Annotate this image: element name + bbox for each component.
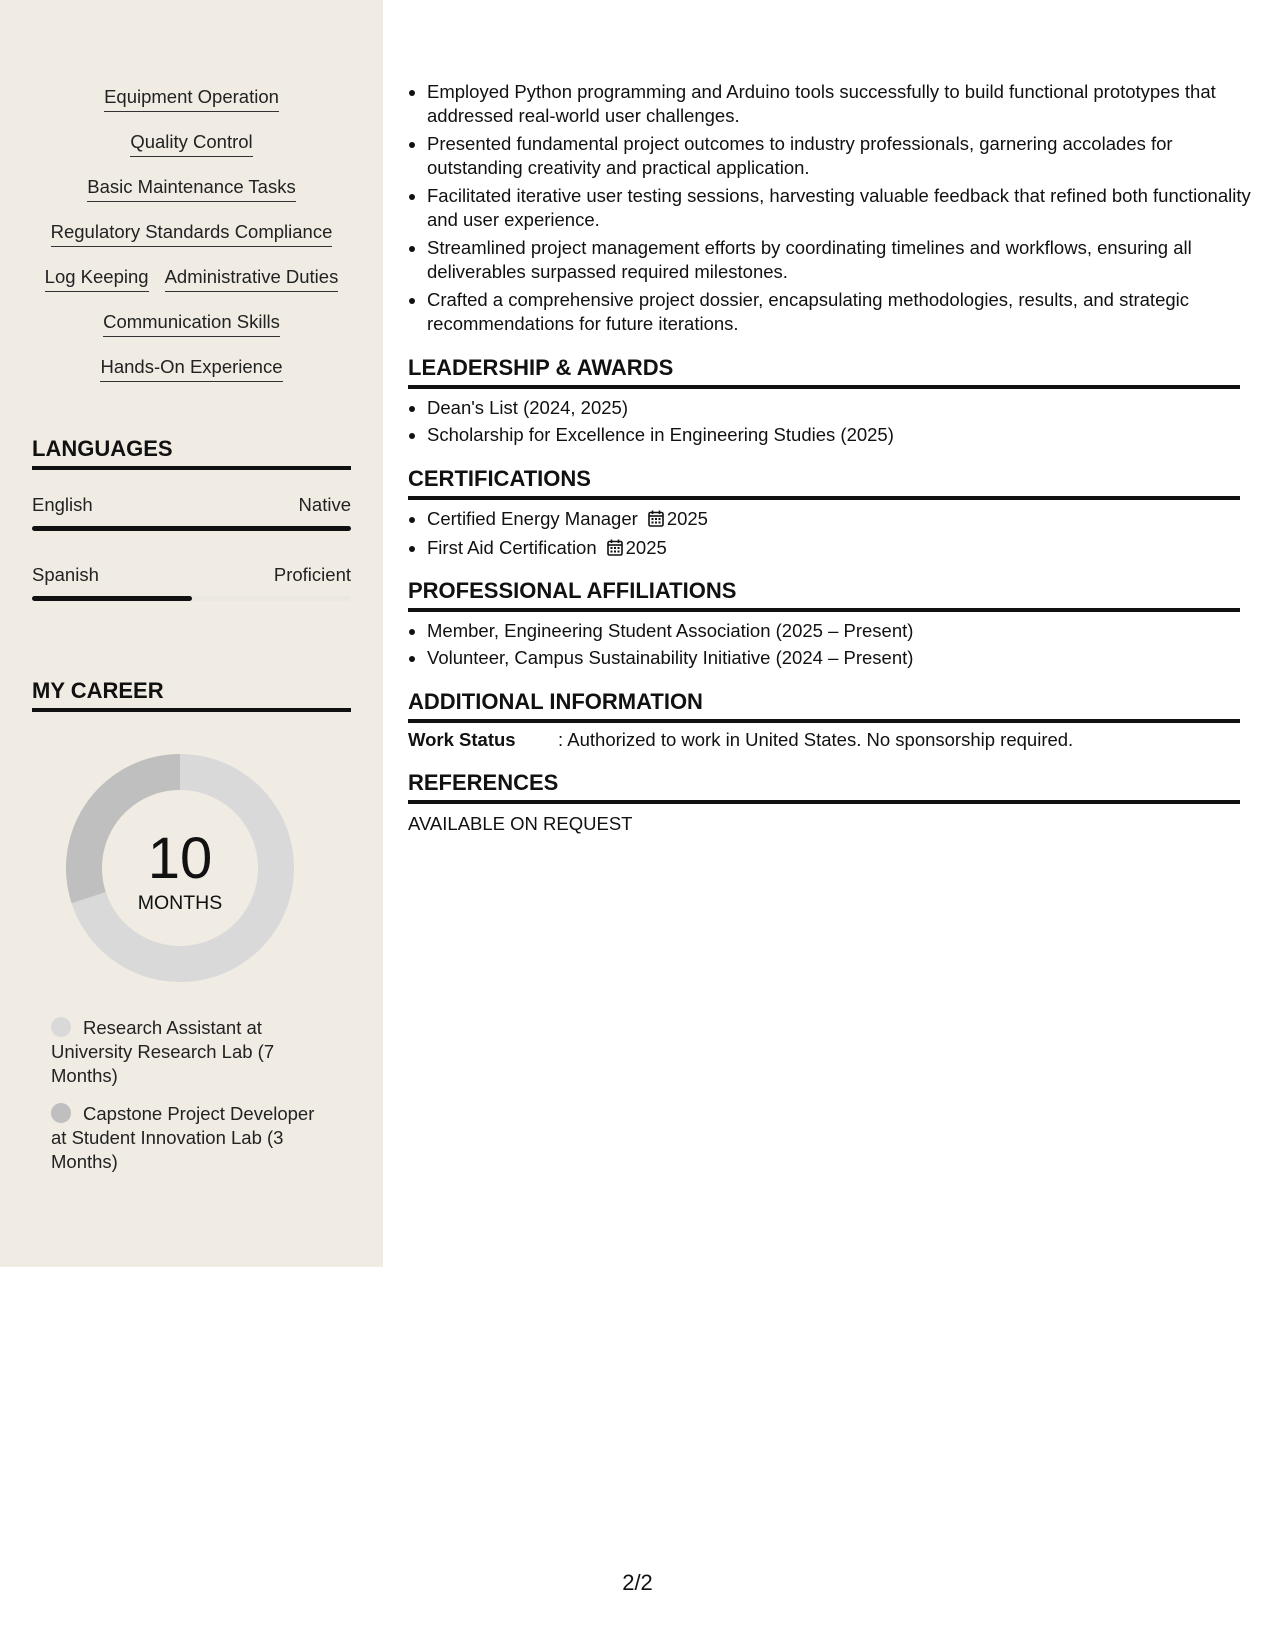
career-heading: MY CAREER bbox=[32, 678, 351, 712]
language-spanish bbox=[32, 564, 351, 601]
list-item: • Dean's List (2024, 2025) bbox=[427, 396, 1259, 420]
affiliations-list bbox=[408, 619, 1259, 670]
list-item bbox=[427, 536, 1259, 562]
languages-heading: LANGUAGES bbox=[32, 436, 351, 470]
career-legend-item bbox=[51, 1016, 331, 1088]
skill-tag: Administrative Duties bbox=[165, 266, 339, 292]
donut-center bbox=[66, 754, 294, 982]
list-item: • Crafted a comprehensive project dossier, encapsulating methodologies, results, and strategic recommendations for future iterations. bbox=[427, 288, 1259, 336]
skill-tag: Hands-On Experience bbox=[100, 356, 282, 382]
career-legend-item bbox=[51, 1102, 331, 1174]
skills-list bbox=[0, 86, 383, 401]
skill-tag: Log Keeping bbox=[45, 266, 149, 292]
work-status-row bbox=[408, 729, 1240, 751]
list-item: • Facilitated iterative user testing sessions, harvesting valuable feedback that refined both functionality and user experience. bbox=[427, 184, 1259, 232]
skill-tag: Communication Skills bbox=[103, 311, 280, 337]
leadership-heading: LEADERSHIP & AWARDS bbox=[408, 355, 1240, 389]
calendar-icon bbox=[648, 509, 664, 533]
affiliations-heading: PROFESSIONAL AFFILIATIONS bbox=[408, 578, 1240, 612]
leadership-list bbox=[408, 396, 1259, 447]
career-total-unit: MONTHS bbox=[137, 892, 223, 914]
sidebar bbox=[0, 0, 383, 1267]
work-status-value: : Authorized to work in United States. No sponsorship required. bbox=[558, 729, 1074, 750]
list-item: • Scholarship for Excellence in Engineering Studies (2025) bbox=[427, 423, 1259, 447]
language-proficiency-bar bbox=[32, 526, 351, 531]
language-proficiency-bar bbox=[32, 596, 351, 601]
list-item: • Volunteer, Campus Sustainability Initiative (2024 – Present) bbox=[427, 646, 1259, 670]
legend-dot-icon bbox=[51, 1017, 71, 1037]
list-item: • Streamlined project management efforts by coordinating timelines and workflows, ensuring all deliverables surpassed required milestones. bbox=[427, 236, 1259, 284]
references-text: AVAILABLE ON REQUEST bbox=[408, 813, 633, 834]
skill-tag: Basic Maintenance Tasks bbox=[87, 176, 295, 202]
certification-name: Certified Energy Manager bbox=[427, 508, 638, 529]
skill-tag: Regulatory Standards Compliance bbox=[51, 221, 333, 247]
legend-label: Capstone Project Developer at Student Innovation Lab (3 Months) bbox=[51, 1103, 315, 1172]
certification-name: First Aid Certification bbox=[427, 537, 597, 558]
skill-tag: Quality Control bbox=[130, 131, 252, 157]
language-name: Spanish bbox=[32, 564, 99, 585]
language-english bbox=[32, 494, 351, 531]
legend-label: Research Assistant at University Research Lab (7 Months) bbox=[51, 1017, 275, 1086]
certification-year: 2025 bbox=[625, 537, 667, 558]
list-item: • Member, Engineering Student Association (2025 – Present) bbox=[427, 619, 1259, 643]
page-number: 2/2 bbox=[622, 1570, 653, 1595]
skill-tag: Equipment Operation bbox=[104, 86, 279, 112]
list-item: • Presented fundamental project outcomes to industry professionals, garnering accolades for outstanding creativity and practical application. bbox=[427, 132, 1259, 180]
experience-bullets bbox=[408, 80, 1259, 336]
language-name: English bbox=[32, 494, 93, 515]
career-donut-chart bbox=[66, 754, 294, 982]
references-heading: REFERENCES bbox=[408, 770, 1240, 804]
work-status-label: Work Status bbox=[408, 729, 516, 750]
list-item: • Employed Python programming and Arduino tools successfully to build functional prototypes that addressed real-world user challenges. bbox=[427, 80, 1259, 128]
career-total-value: 10 bbox=[147, 826, 213, 891]
certification-year: 2025 bbox=[666, 508, 708, 529]
language-proficiency-fill bbox=[32, 596, 192, 601]
certifications-heading: CERTIFICATIONS bbox=[408, 466, 1240, 500]
additional-heading: ADDITIONAL INFORMATION bbox=[408, 689, 1240, 723]
language-proficiency-fill bbox=[32, 526, 351, 531]
calendar-icon bbox=[607, 538, 623, 562]
list-item bbox=[427, 507, 1259, 533]
language-level: Native bbox=[298, 494, 351, 515]
legend-dot-icon bbox=[51, 1103, 71, 1123]
language-level: Proficient bbox=[273, 564, 351, 585]
certifications-list bbox=[408, 507, 1259, 562]
